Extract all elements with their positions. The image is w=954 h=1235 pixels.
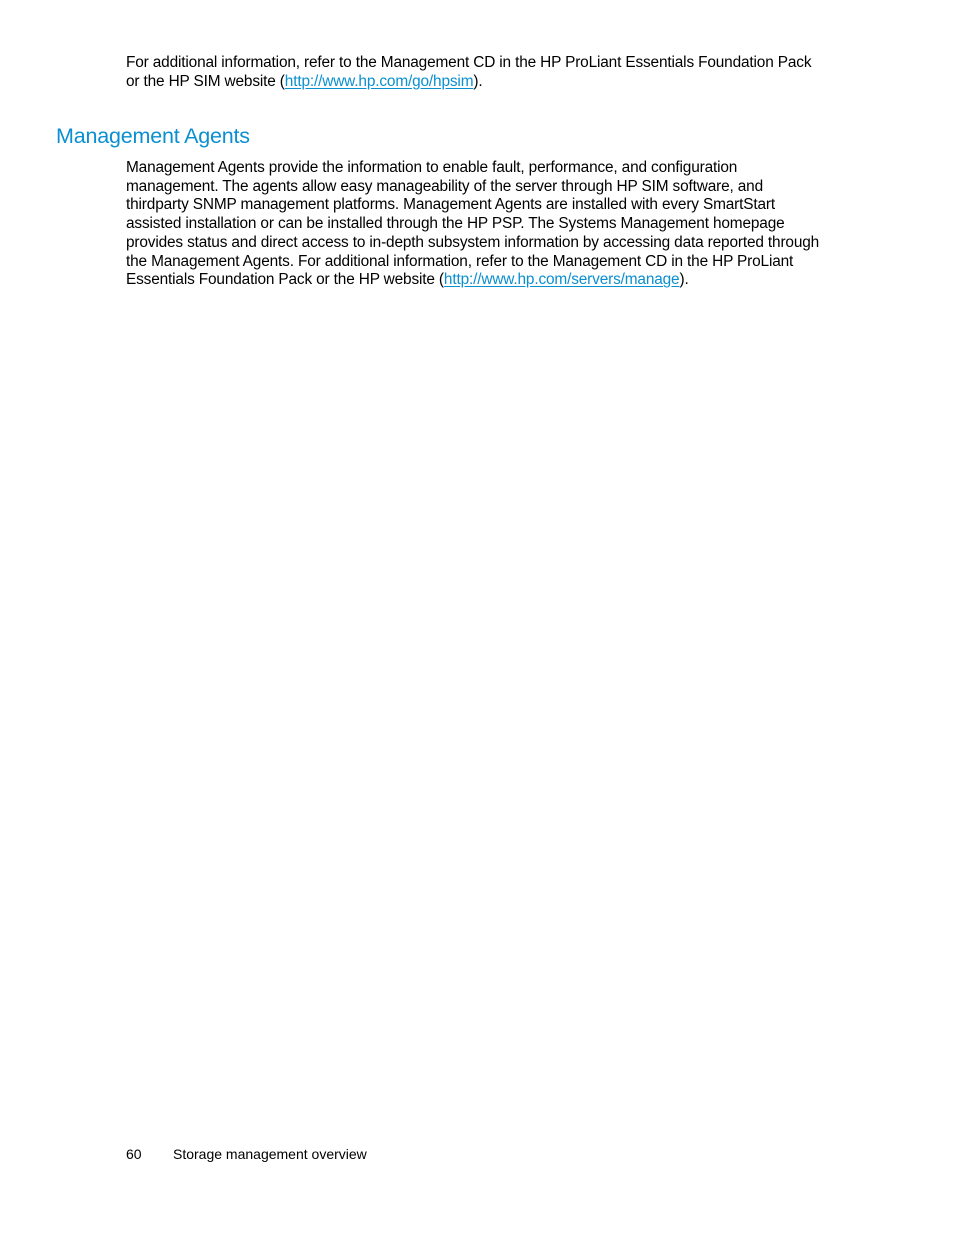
intro-line-2-suffix: ).	[473, 72, 483, 90]
agents-line-1: Management Agents provide the information to enable fault, performance, and configuration	[126, 159, 738, 176]
agents-line-6: the Management Agents. For additional information, refer to the Management CD in the HP ProLiant	[126, 252, 794, 270]
servers-manage-link[interactable]: http://www.hp.com/servers/manage	[443, 271, 680, 289]
agents-paragraph	[126, 159, 820, 290]
intro-line-1: For additional information, refer to the Management CD in the HP ProLiant Essentials Foundation Pack	[126, 54, 812, 71]
agents-line-4: assisted installation or can be installed through the HP PSP. The Systems Management homepage	[126, 215, 785, 233]
intro-line-2	[126, 73, 816, 92]
section-heading: Management Agents	[56, 124, 250, 148]
agents-line-5: provides status and direct access to in-depth subsystem information by accessing data reported through	[126, 233, 820, 251]
chapter-title: Storage management overview	[173, 1146, 367, 1162]
agents-line-3: thirdparty SNMP management platforms. Management Agents are installed with every SmartStart	[126, 196, 776, 214]
agents-line-7-prefix: Essentials Foundation Pack or the HP website (	[126, 271, 444, 289]
page-footer	[126, 1145, 367, 1163]
agents-line-7	[126, 271, 816, 290]
intro-paragraph	[126, 54, 816, 91]
intro-line-2-prefix: or the HP SIM website (	[126, 72, 285, 90]
hpsim-link[interactable]: http://www.hp.com/go/hpsim	[284, 72, 474, 90]
agents-line-2: management. The agents allow easy manageability of the server through HP SIM software, and	[126, 177, 763, 195]
page-number: 60	[126, 1146, 142, 1162]
agents-line-7-suffix: ).	[679, 271, 689, 289]
